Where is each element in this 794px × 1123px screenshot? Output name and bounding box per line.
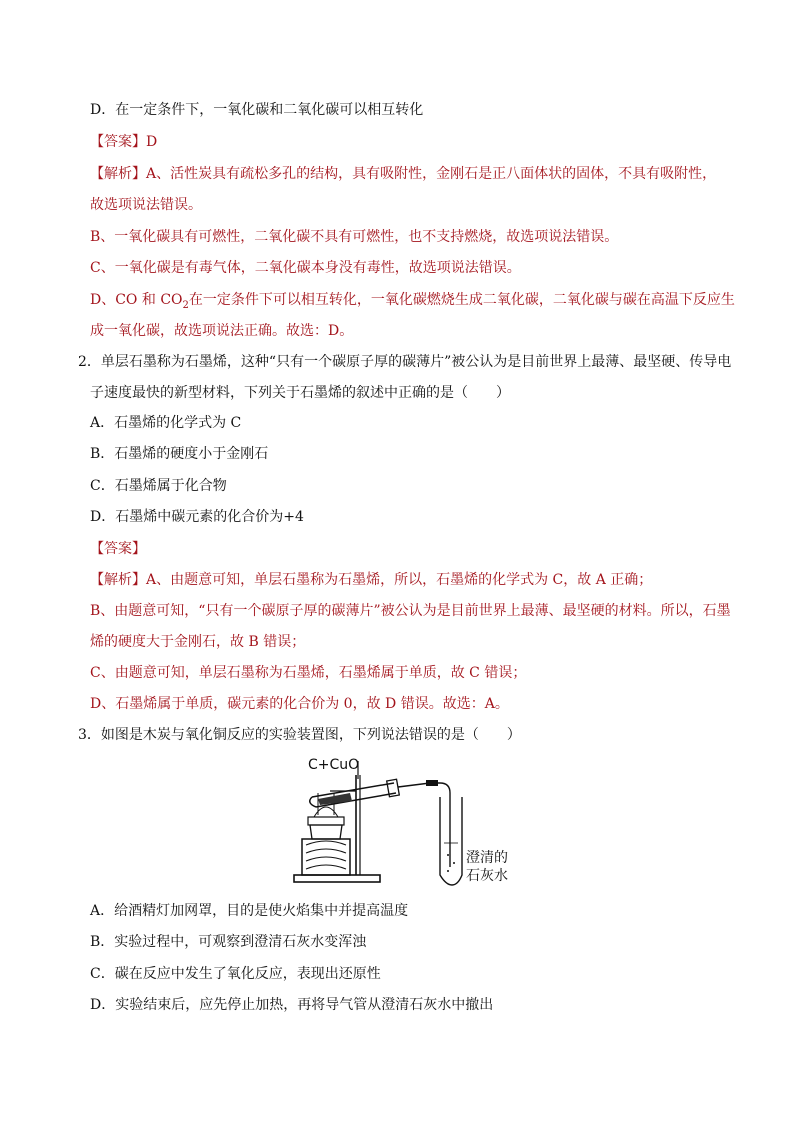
q2-analysis-c: C、由题意可知，单层石墨称为石墨烯，石墨烯属于单质，故 C 错误； [90,665,527,681]
analysis-label: 【解析】 [90,166,146,182]
q2-option-a: A．石墨烯的化学式为 C [90,415,242,431]
q3-option-a: A．给酒精灯加网罩，目的是使火焰集中并提高温度 [90,903,409,919]
q1-option-d: D．在一定条件下，一氧化碳和二氧化碳可以相互转化 [90,102,424,118]
q1-analysis-d [90,290,735,316]
q2-analysis-d: D、石墨烯属于单质，碳元素的化合价为 0，故 D 错误。故选：A。 [90,696,509,712]
experiment-apparatus-figure [290,757,520,887]
analysis-d-part2: 在一定条件下可以相互转化，一氧化碳燃烧生成二氧化碳，二氧化碳与碳在高温下反应生 [188,292,735,308]
q2-stem-line1: 2．单层石墨称为石墨烯，这种“只有一个碳原子厚的碳薄片”被公认为是目前世界上最薄、最坚硬、传导电 [78,354,732,370]
q1-answer [90,132,157,152]
q2-stem-line2: 子速度最快的新型材料，下列关于石墨烯的叙述中正确的是（ ） [90,385,510,401]
analysis-label: 【解析】 [90,572,146,588]
q3-option-b: B．实验过程中，可观察到澄清石灰水变浑浊 [90,934,367,950]
q3-stem: 3．如图是木炭与氧化铜反应的实验装置图，下列说法错误的是（ ） [78,727,521,743]
analysis-d-part1: D、CO 和 CO [90,292,183,308]
q2-option-d: D．石墨烯中碳元素的化合价为+4 [90,509,304,525]
limewater-label-line2: 石灰水 [466,868,508,884]
analysis-text: A、活性炭具有疏松多孔的结构，具有吸附性，金刚石是正八面体状的固体，不具有吸附性， [146,166,717,182]
q1-analysis-a [90,164,716,184]
q2-analysis-b: B、由题意可知，“只有一个碳原子厚的碳薄片”被公认为是目前世界上最薄、最坚硬的材料。所以，石墨 [90,603,731,619]
analysis-d-subscript: 2 [182,299,189,311]
apparatus-drawing [290,757,520,887]
q2-answer-label: 【答案】 [90,541,146,557]
q2-analysis-b-cont: 烯的硬度大于金刚石，故 B 错误； [90,634,306,650]
q1-analysis-b: B、一氧化碳具有可燃性，二氧化碳不具有可燃性，也不支持燃烧，故选项说法错误。 [90,229,619,245]
q3-option-c: C．碳在反应中发生了氧化反应，表现出还原性 [90,966,381,982]
q3-option-d: D．实验结束后，应先停止加热，再将导气管从澄清石灰水中撤出 [90,997,494,1013]
q2-analysis-a [90,570,652,590]
answer-label: 【答案】 [90,134,146,150]
answer-value: D [146,134,158,150]
q2-option-c: C．石墨烯属于化合物 [90,478,227,494]
q2-option-b: B．石墨烯的硬度小于金刚石 [90,446,269,462]
reagent-label: C+CuO [308,757,360,773]
q1-analysis-c: C、一氧化碳是有毒气体，二氧化碳本身没有毒性，故选项说法错误。 [90,260,521,276]
limewater-label-line1: 澄清的 [466,850,508,866]
q1-analysis-a-cont: 故选项说法错误。 [90,197,202,213]
analysis-text: A、由题意可知，单层石墨称为石墨烯，所以，石墨烯的化学式为 C，故 A 正确； [146,572,653,588]
q1-analysis-d-cont: 成一氧化碳，故选项说法正确。故选：D。 [90,323,354,339]
